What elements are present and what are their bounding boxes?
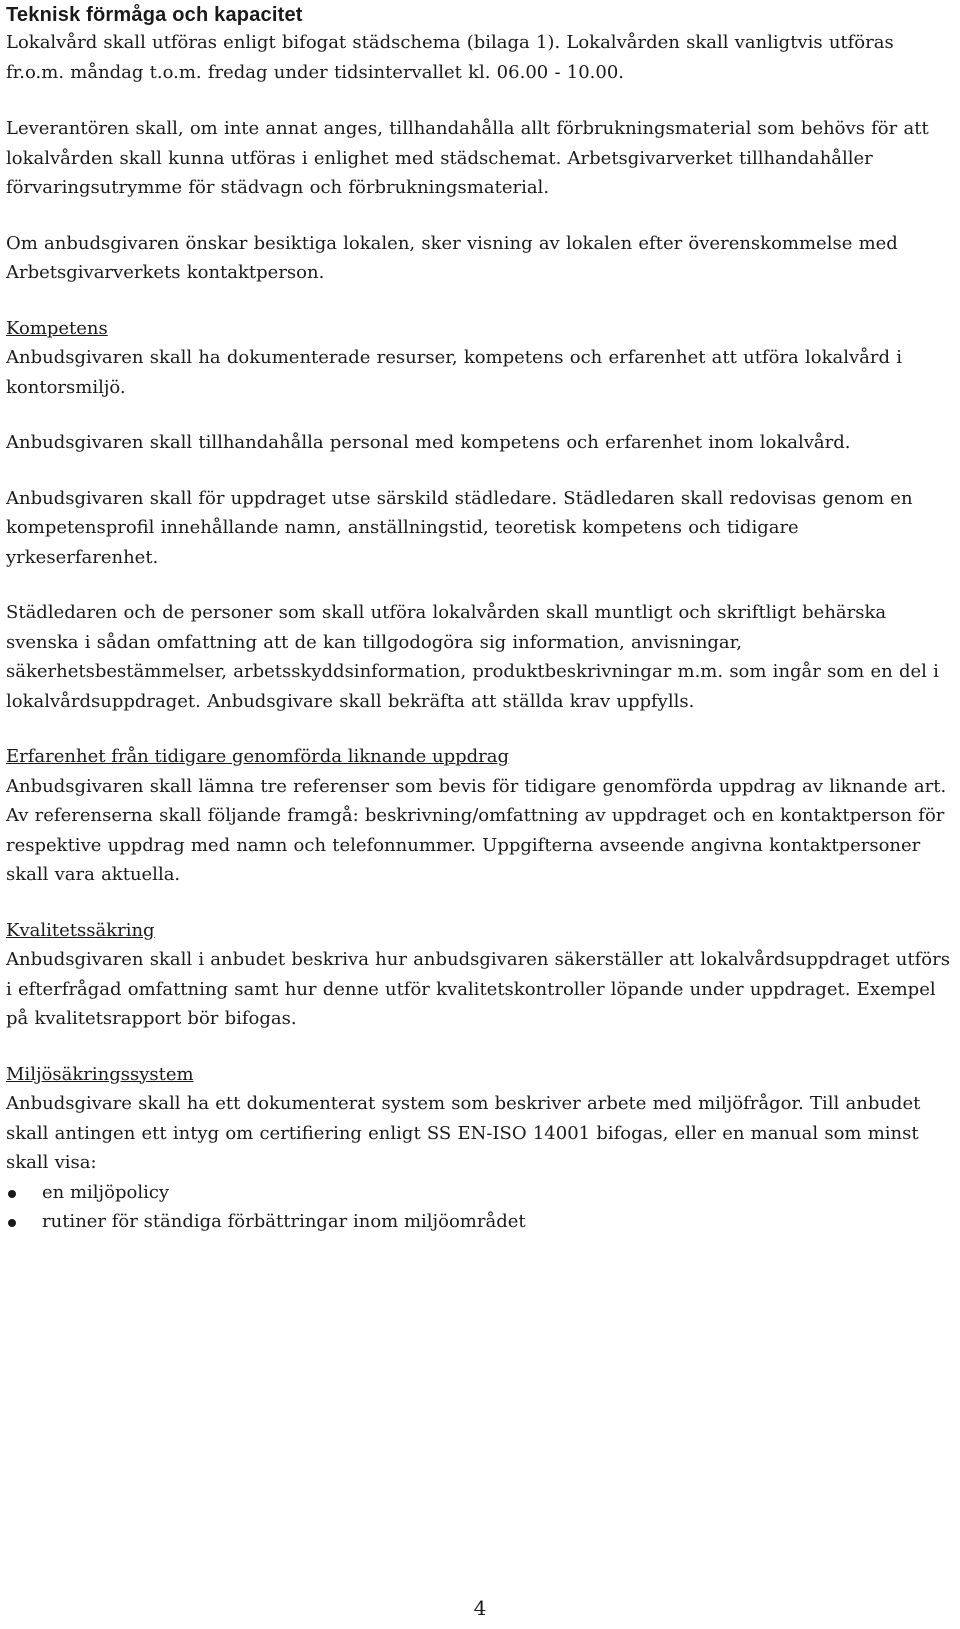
- bullet-icon: [8, 1219, 16, 1227]
- kompetens-paragraph-supervisor: Anbudsgivaren skall för uppdraget utse särskild städledare. Städledaren skall redovisas genom en kompetensprofil innehållande namn, anställningstid, teoretisk kompetens och tidigare yrkeserfarenhet.: [6, 487, 913, 568]
- kompetens-heading: Kompetens: [6, 317, 108, 339]
- bullet-icon: [8, 1190, 16, 1198]
- list-item: [6, 1178, 954, 1208]
- list-item-text: en miljöpolicy: [42, 1181, 170, 1203]
- kvalitet-heading: Kvalitetssäkring: [6, 919, 155, 941]
- erfarenhet-heading: Erfarenhet från tidigare genomförda liknande uppdrag: [6, 746, 510, 767]
- document-page: [6, 0, 954, 1237]
- miljo-bullet-list: [6, 1178, 954, 1237]
- kompetens-section: [6, 314, 954, 403]
- erfarenhet-section: [6, 742, 954, 890]
- intro-paragraph-schedule: Lokalvård skall utföras enligt bifogat städschema (bilaga 1). Lokalvården skall vanligtvis utföras fr.o.m. måndag t.o.m. fredag under tidsintervallet kl. 06.00 - 10.00.: [6, 32, 894, 83]
- document-title: Teknisk förmåga och kapacitet: [6, 4, 303, 26]
- kompetens-paragraph-personnel: Anbudsgivaren skall tillhandahålla personal med kompetens och erfarenhet inom lokalvård.: [6, 432, 851, 453]
- list-item: [6, 1207, 954, 1237]
- kompetens-paragraph-language: Städledaren och de personer som skall utföra lokalvården skall muntligt och skriftligt behärska svenska i sådan omfattning att de kan tillgodogöra sig information, anvisningar, säkerhetsbestämmelser, arbetsskyddsinformation, produktbeskrivningar m.m. som ingår som en del i lokalvårdsuppdraget. Anbudsgivare skall bekräfta att ställda krav uppfylls.: [6, 602, 939, 712]
- intro-paragraph-inspection: Om anbudsgivaren önskar besiktiga lokalen, sker visning av lokalen efter överenskommelse med Arbetsgivarverkets kontaktperson.: [6, 232, 898, 283]
- intro-paragraph-supplies: Leverantören skall, om inte annat anges, tillhandahålla allt förbrukningsmaterial som behövs för att lokalvården skall kunna utföras i enlighet med städschemat. Arbetsgivarverket tillhandahåller förvaringsutrymme för städvagn och förbrukningsmaterial.: [6, 118, 929, 198]
- kvalitet-paragraph: Anbudsgivaren skall i anbudet beskriva hur anbudsgivaren säkerställer att lokalvårdsuppdraget utförs i efterfrågad omfattning samt hur denne utför kvalitetskontroller löpande under uppdraget. Exempel på kvalitetsrapport bör bifogas.: [6, 949, 950, 1029]
- kvalitet-section: [6, 916, 954, 1034]
- miljo-paragraph: Anbudsgivare skall ha ett dokumenterat system som beskriver arbete med miljöfrågor. Till anbudet skall antingen ett intyg om certifiering enligt SS EN-ISO 14001 bifogas, eller en manual som minst skall visa:: [6, 1093, 921, 1173]
- erfarenhet-paragraph: Anbudsgivaren skall lämna tre referenser som bevis för tidigare genomförda uppdrag av liknande art. Av referenserna skall följande framgå: beskrivning/omfattning av uppdraget och en kontaktperson för respektive uppdrag med namn och telefonnummer. Uppgifterna avseende angivna kontaktpersoner skall vara aktuella.: [6, 775, 947, 885]
- list-item-text: rutiner för ständiga förbättringar inom miljöområdet: [42, 1211, 526, 1232]
- miljo-heading: Miljösäkringssystem: [6, 1063, 194, 1085]
- page-number: 4: [473, 1596, 487, 1620]
- miljo-section: [6, 1060, 954, 1237]
- kompetens-paragraph-resources: Anbudsgivaren skall ha dokumenterade resurser, kompetens och erfarenhet att utföra lokalvård i kontorsmiljö.: [6, 347, 902, 398]
